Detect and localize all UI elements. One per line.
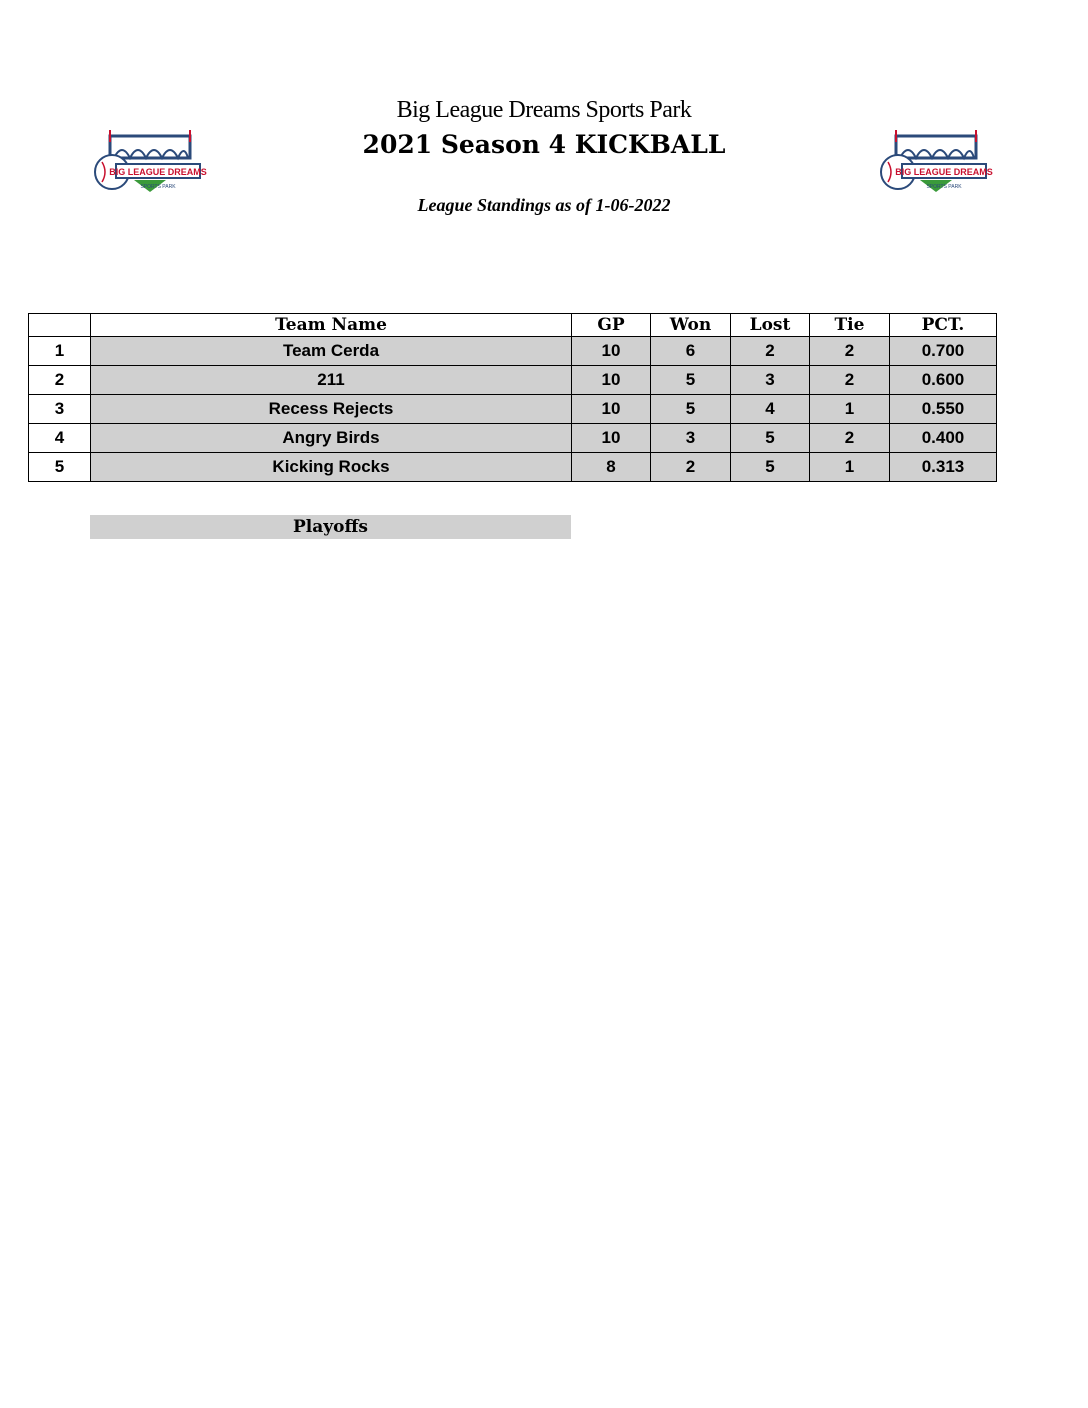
rank-cell: 2 [29, 366, 91, 395]
won-cell: 6 [651, 337, 731, 366]
tie-cell: 2 [810, 337, 890, 366]
season-title: 2021 Season 4 KICKBALL [362, 130, 726, 159]
col-header-team-name: Team Name [91, 314, 572, 337]
svg-text:SPORTS PARK: SPORTS PARK [926, 184, 962, 190]
col-header-rank [29, 314, 91, 337]
lost-cell: 5 [731, 453, 810, 482]
won-cell: 5 [651, 395, 731, 424]
standings-table [28, 313, 997, 482]
team-name-cell: Team Cerda [91, 337, 572, 366]
table-row [29, 424, 997, 453]
lost-cell: 5 [731, 424, 810, 453]
rank-cell: 1 [29, 337, 91, 366]
park-name-heading: Big League Dreams Sports Park [396, 97, 692, 123]
table-header-row [29, 314, 997, 337]
svg-text:SPORTS PARK: SPORTS PARK [140, 184, 176, 190]
table-row [29, 366, 997, 395]
pct-cell: 0.400 [890, 424, 997, 453]
won-cell: 3 [651, 424, 731, 453]
lost-cell: 4 [731, 395, 810, 424]
team-name-cell: Recess Rejects [91, 395, 572, 424]
tie-cell: 2 [810, 424, 890, 453]
gp-cell: 10 [572, 337, 651, 366]
won-cell: 2 [651, 453, 731, 482]
tie-cell: 1 [810, 395, 890, 424]
rank-cell: 5 [29, 453, 91, 482]
gp-cell: 10 [572, 395, 651, 424]
standings-date: League Standings as of 1-06-2022 [417, 195, 671, 215]
gp-cell: 8 [572, 453, 651, 482]
tie-cell: 2 [810, 366, 890, 395]
col-header-gp: GP [572, 314, 651, 337]
won-cell: 5 [651, 366, 731, 395]
col-header-lost: Lost [731, 314, 810, 337]
col-header-tie: Tie [810, 314, 890, 337]
table-row [29, 453, 997, 482]
team-name-cell: Angry Birds [91, 424, 572, 453]
pct-cell: 0.550 [890, 395, 997, 424]
gp-cell: 10 [572, 366, 651, 395]
lost-cell: 2 [731, 337, 810, 366]
team-name-cell: 211 [91, 366, 572, 395]
col-header-pct: PCT. [890, 314, 997, 337]
gp-cell: 10 [572, 424, 651, 453]
playoffs-header: Playoffs [90, 515, 571, 539]
pct-cell: 0.313 [890, 453, 997, 482]
tie-cell: 1 [810, 453, 890, 482]
table-row [29, 395, 997, 424]
svg-text:BIG LEAGUE DREAMS: BIG LEAGUE DREAMS [895, 167, 993, 177]
rank-cell: 3 [29, 395, 91, 424]
col-header-won: Won [651, 314, 731, 337]
rank-cell: 4 [29, 424, 91, 453]
pct-cell: 0.700 [890, 337, 997, 366]
table-row [29, 337, 997, 366]
team-name-cell: Kicking Rocks [91, 453, 572, 482]
svg-text:BIG LEAGUE DREAMS: BIG LEAGUE DREAMS [109, 167, 207, 177]
pct-cell: 0.600 [890, 366, 997, 395]
lost-cell: 3 [731, 366, 810, 395]
